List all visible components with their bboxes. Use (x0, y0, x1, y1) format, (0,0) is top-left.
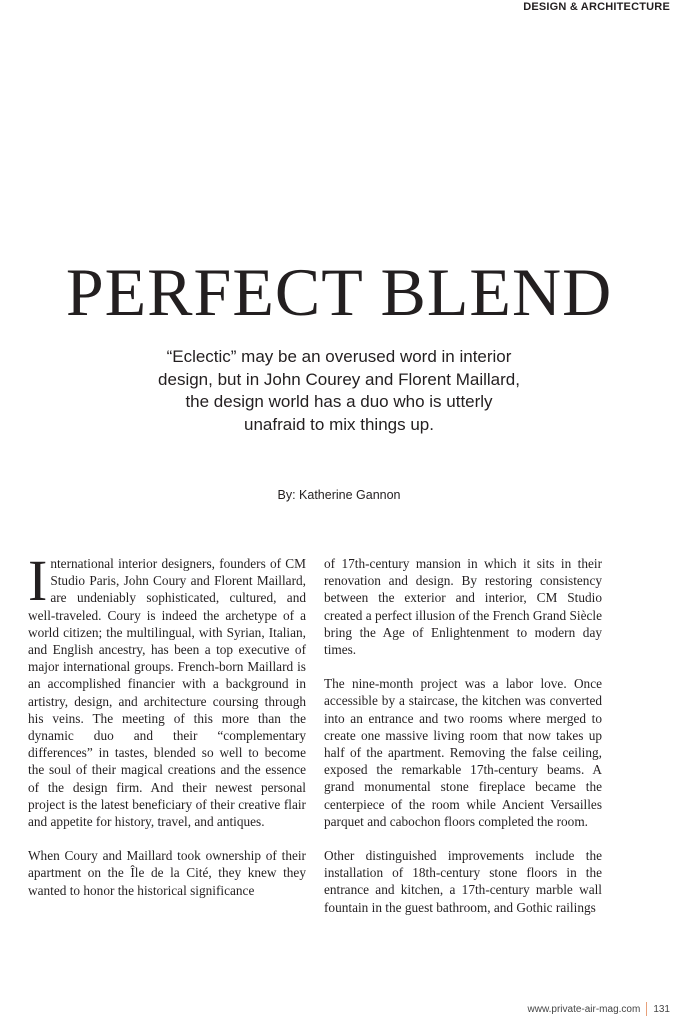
dek-line: the design world has a duo who is utterly (185, 392, 493, 411)
paragraph-text: nternational interior designers, founders of CM Studio Paris, John Coury and Florent Maillard, are undeniably sophisticated, cultured, and well-traveled. Coury is indeed the archetype of a world citizen; the multilingual, with Syrian, Italian, and English ancestry, has been a top executive of major international groups. French-born Maillard is an accomplished financier with a background in artistry, design, and architecture coursing through his veins. The meeting of this more than the dynamic duo and their “complementary differences” in tastes, blended so well to become the soul of their magical creations and the essence of the design firm. And their newest personal project is the latest beneficiary of their creative flair and appetite for history, travel, and antiques. (28, 556, 306, 830)
drop-cap: I (28, 548, 48, 613)
section-header: DESIGN & ARCHITECTURE (523, 1, 670, 13)
dek-line: “Eclectic” may be an overused word in interior (166, 347, 512, 366)
article-dek (110, 346, 568, 436)
body-paragraph: of 17th-century mansion in which it sits in their renovation and design. By restoring consistency between the exterior and interior, CM Studio created a perfect illusion of the French Grand Siècle bring the Age of Enlightenment to modern day times. (324, 556, 602, 658)
body-paragraph: The nine-month project was a labor love. Once accessible by a staircase, the kitchen was converted into an entrance and two rooms where merged to create one massive living room that now takes up half of the apartment. Removing the false ceiling, exposed the remarkable 17th-century beams. A grand monumental stone fireplace became the centerpiece of the room while Ancient Versailles parquet and cabochon floors completed the room. (324, 676, 602, 829)
body-column-right (324, 555, 602, 933)
byline: By: Katherine Gannon (277, 488, 401, 502)
page-number: 131 (653, 1003, 670, 1015)
dek-line: unafraid to mix things up. (244, 414, 434, 434)
body-paragraph: When Coury and Maillard took ownership of their apartment on the Île de la Cité, they knew they wanted to honor the historical significance (28, 848, 306, 898)
body-paragraph: Other distinguished improvements include the installation of 18th-century stone floors in the entrance and kitchen, a 17th-century marble wall fountain in the guest bathroom, and Gothic railings (324, 848, 602, 915)
body-column-left (28, 548, 306, 916)
dek-line: design, but in John Courey and Florent Maillard, (158, 369, 520, 389)
body-paragraph (28, 548, 306, 830)
page-footer (528, 1002, 671, 1016)
footer-divider (646, 1002, 647, 1016)
footer-url: www.private-air-mag.com (527, 1003, 641, 1015)
article-title: PERFECT BLEND (65, 254, 613, 330)
